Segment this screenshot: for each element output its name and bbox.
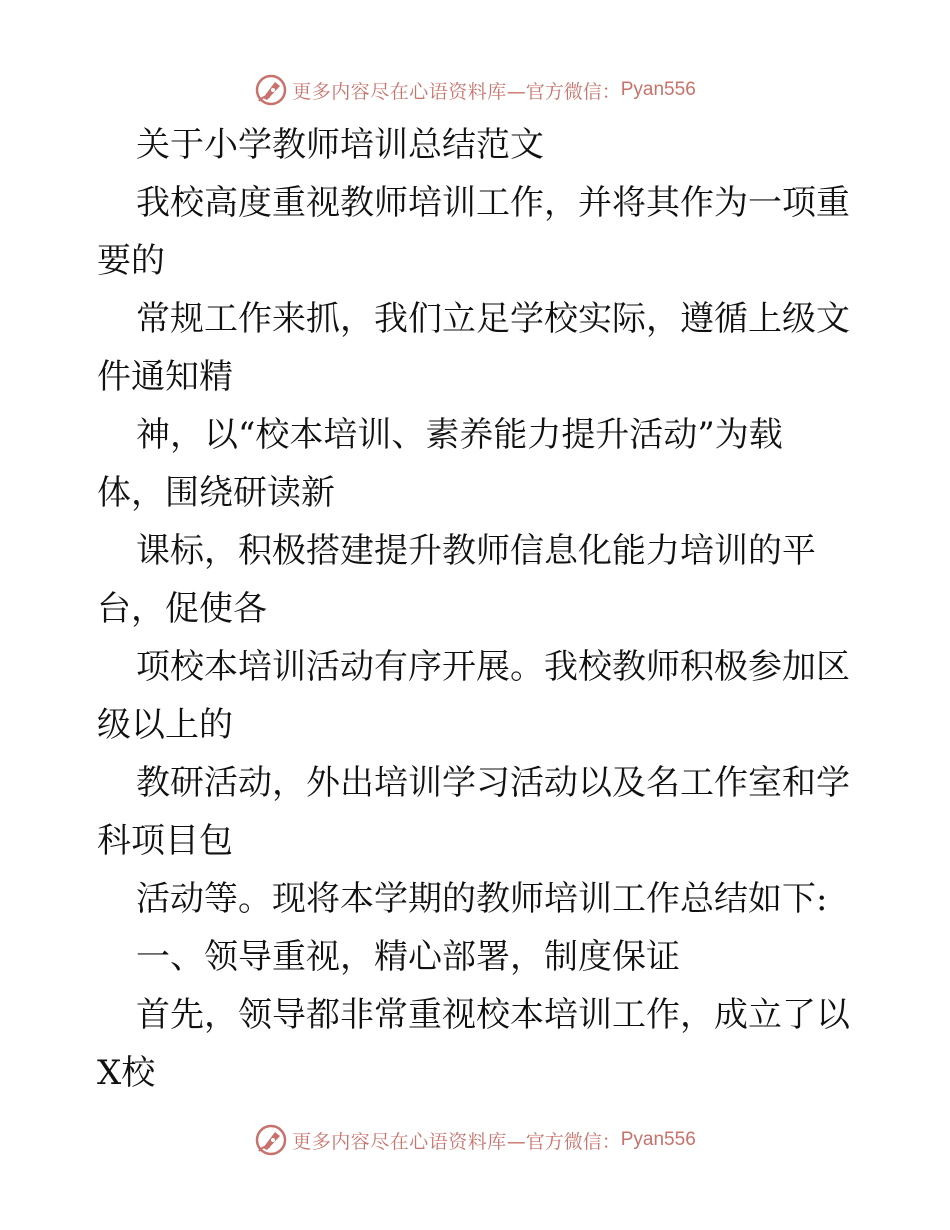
paragraph-line: 要的 (97, 241, 165, 281)
watermark-wechat-id: Pyan556 (620, 1129, 696, 1150)
paragraph-line: 我校高度重视教师培训工作，并将其作为一项重 (136, 183, 850, 223)
header-watermark (0, 72, 950, 108)
paragraph-line: 活动等。现将本学期的教师培训工作总结如下: (136, 879, 828, 919)
paragraph-line: X校 (97, 1053, 156, 1093)
paragraph-line: 常规工作来抓，我们立足学校实际，遵循上级文 (136, 299, 850, 339)
paragraph-line: 科项目包 (97, 821, 233, 861)
pen-nib-logo-icon (254, 73, 288, 107)
pen-nib-logo-icon (254, 1123, 288, 1157)
watermark-separator: —官方微信： (506, 1130, 621, 1153)
watermark-wechat-id: Pyan556 (620, 79, 696, 100)
footer-watermark (0, 1122, 950, 1158)
paragraph-line: 级以上的 (97, 705, 233, 745)
watermark-text: 更多内容尽在心语资料库 (292, 80, 507, 103)
watermark-text: 更多内容尽在心语资料库 (292, 1130, 507, 1153)
section-heading: 一、领导重视，精心部署，制度保证 (136, 937, 680, 977)
paragraph-line: 课标，积极搭建提升教师信息化能力培训的平 (136, 531, 816, 571)
paragraph-line: 神，以“校本培训、素养能力提升活动”为载 (136, 415, 783, 455)
paragraph-line: 台，促使各 (97, 589, 267, 629)
paragraph-line: 教研活动，外出培训学习活动以及名工作室和学 (136, 763, 850, 803)
paragraph-line: 首先，领导都非常重视校本培训工作，成立了以 (136, 995, 850, 1035)
watermark-separator: —官方微信： (506, 80, 621, 103)
paragraph-line: 体，围绕研读新 (97, 473, 335, 513)
paragraph-line: 项校本培训活动有序开展。我校教师积极参加区 (136, 647, 850, 687)
paragraph-line: 件通知精 (97, 357, 233, 397)
document-title: 关于小学教师培训总结范文 (136, 125, 544, 165)
